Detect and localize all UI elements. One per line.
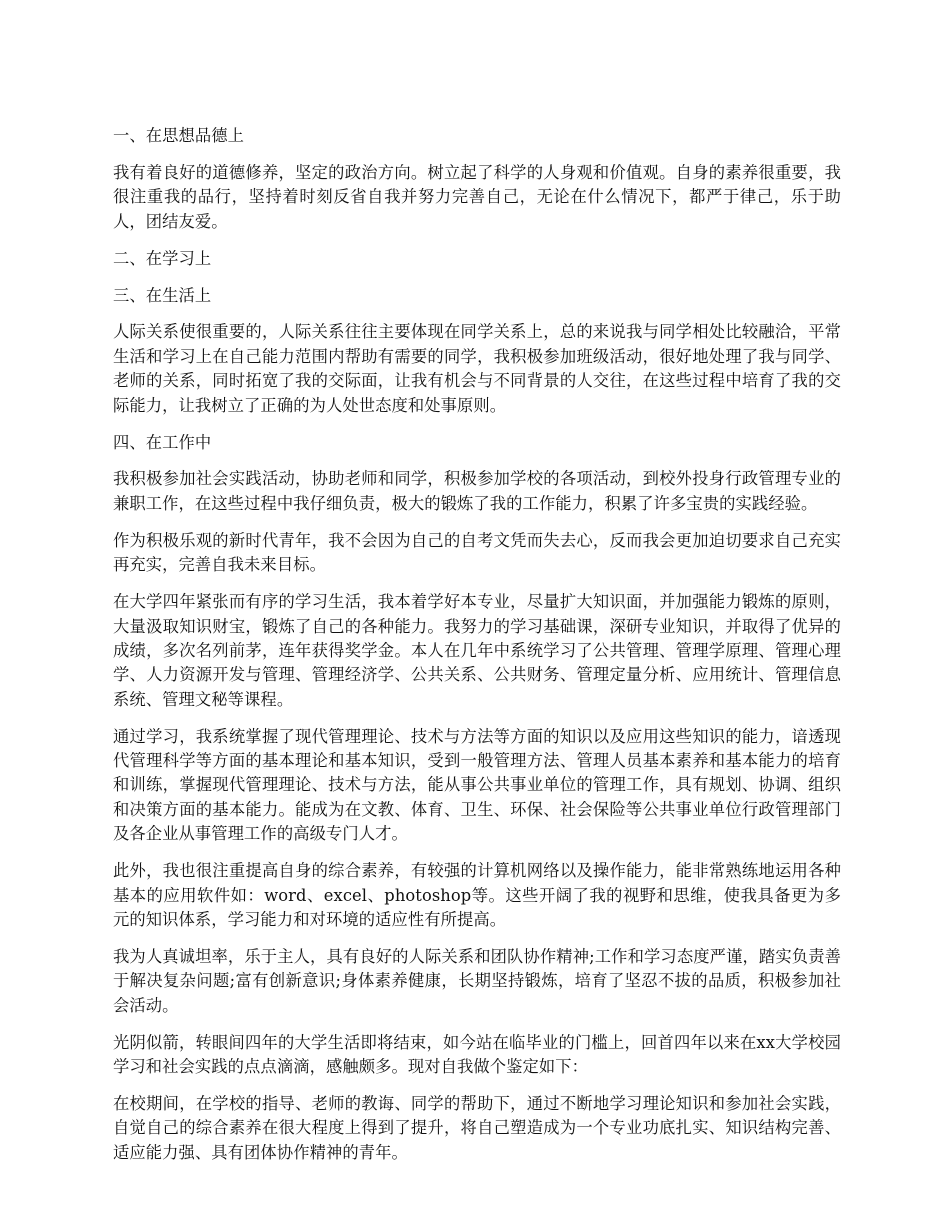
section-heading-study: 二、在学习上 — [113, 248, 212, 268]
paragraph-practice: 我积极参加社会实践活动，协助老师和同学，积极参加学校的各项活动，到校外投身行政管理专业的兼职工作，在这些过程中我仔细负责，极大的锻炼了我的工作能力，积累了许多宝贵的实践经验。 — [113, 469, 841, 513]
paragraph-graduation: 光阴似箭，转眼间四年的大学生活即将结束，如今站在临毕业的门槛上，回首四年以来在xx大学校园学习和社会实践的点点滴滴，感触颇多。现对自我做个鉴定如下： — [113, 1032, 841, 1076]
paragraph-university-study: 在大学四年紧张而有序的学习生活，我本着学好本专业，尽量扩大知识面，并加强能力锻炼的原则，大量汲取知识财宝，锻炼了自己的各种能力。我努力的学习基础课，深研专业知识，并取得了优异的成绩，多次名列前茅，连年获得奖学金。本人在几年中系统学习了公共管理、管理学原理、管理心理学、人力资源开发与管理、管理经济学、公共关系、公共财务、管理定量分析、应用统计、管理信息系统、管理文秘等课程。 — [113, 592, 841, 709]
paragraph-relationships: 人际关系使很重要的，人际关系往往主要体现在同学关系上，总的来说我与同学相处比较融洽，平常生活和学习上在自己能力范围内帮助有需要的同学，我积极参加班级活动，很好地处理了我与同学、老师的关系，同时拓宽了我的交际面，让我有机会与不同背景的人交往，在这些过程中培育了我的交际能力，让我树立了正确的为人处世态度和处事原则。 — [113, 322, 841, 415]
paragraph-summary: 在校期间，在学校的指导、老师的教诲、同学的帮助下，通过不断地学习理论知识和参加社会实践，自觉自己的综合素养在很大程度上得到了提升，将自己塑造成为一个专业功底扎实、知识结构完善、适应能力强、具有团体协作精神的青年。 — [113, 1093, 841, 1162]
paragraph-moral: 我有着良好的道德修养，坚定的政治方向。树立起了科学的人身观和价值观。自身的素养很重要，我很注重我的品行，坚持着时刻反省自我并努力完善自己，无论在什么情况下，都严于律己，乐于助人，团结友爱。 — [113, 162, 841, 231]
paragraph-attitude: 作为积极乐观的新时代青年，我不会因为自己的自考文凭而失去心，反而我会更加迫切要求自己充实再充实，完善自我未来目标。 — [113, 530, 841, 575]
paragraph-personality: 我为人真诚坦率，乐于主人，具有良好的人际关系和团队协作精神;工作和学习态度严谨，踏实负责善于解决复杂问题;富有创新意识;身体素养健康，长期坚持锻炼，培育了坚忍不拔的品质，积极参加社会活动。 — [113, 946, 841, 1015]
section-heading-life: 三、在生活上 — [113, 285, 212, 305]
paragraph-management-knowledge: 通过学习，我系统掌握了现代管理理论、技术与方法等方面的知识以及应用这些知识的能力，谙透现代管理科学等方面的基本理论和基本知识，受到一般管理方法、管理人员基本素养和基本能力的培育和训练，掌握现代管理理论、技术与方法，能从事公共事业单位的管理工作，具有规划、协调、组织和决策方面的基本能力。能成为在文教、体育、卫生、环保、社会保险等公共事业单位行政管理部门及各企业从事管理工作的高级专门人才。 — [113, 726, 841, 844]
paragraph-computer-skills: 此外，我也很注重提高自身的综合素养，有较强的计算机网络以及操作能力，能非常熟练地运用各种基本的应用软件如：word、excel、photoshop等。这些开阔了我的视野和思维，使我具备更为多元的知识体系，学习能力和对环境的适应性有所提高。 — [113, 861, 841, 929]
document-page — [113, 124, 841, 1178]
section-heading-work: 四、在工作中 — [113, 432, 212, 452]
section-heading-moral: 一、在思想品德上 — [113, 126, 245, 145]
